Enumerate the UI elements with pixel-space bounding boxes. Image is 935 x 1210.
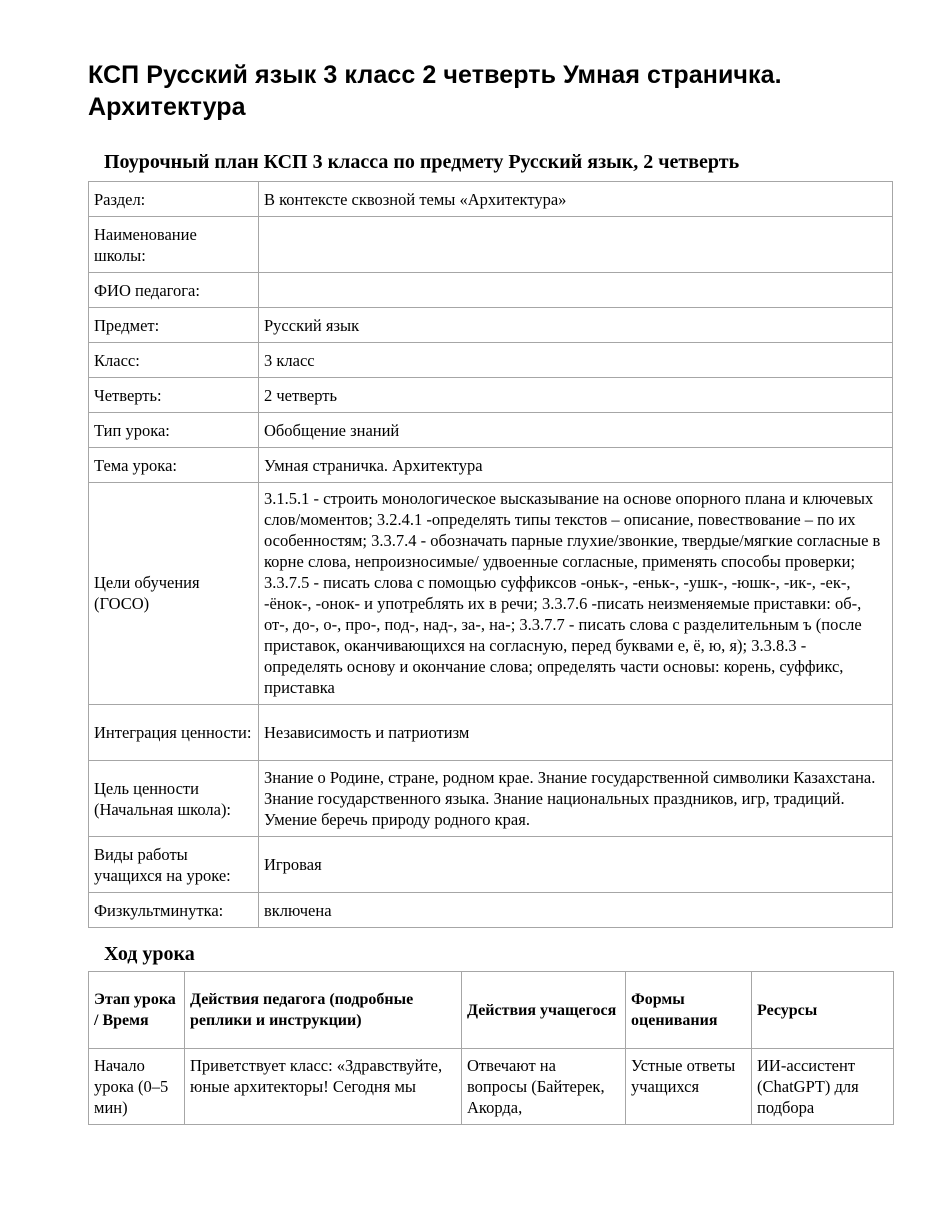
table-row [89,837,893,893]
row-value: включена [259,893,893,928]
row-label: Тип урока: [89,413,259,448]
table-row [89,413,893,448]
row-value: Русский язык [259,308,893,343]
row-label: Класс: [89,343,259,378]
row-label: Наименование школы: [89,217,259,273]
table-row [89,273,893,308]
cell-student: Отвечают на вопросы (Байтерек, Акорда, [462,1049,626,1125]
cell-teacher: Приветствует класс: «Здравствуйте, юные архитекторы! Сегодня мы [185,1049,462,1125]
table-row [89,343,893,378]
table-header-row [89,972,894,1049]
row-value: 3 класс [259,343,893,378]
row-value: Независимость и патриотизм [259,705,893,761]
table-row [89,448,893,483]
row-value: В контексте сквозной темы «Архитектура» [259,182,893,217]
table-row [89,761,893,837]
plan-heading: Поурочный план КСП 3 класса по предмету Русский язык, 2 четверть [104,151,740,173]
row-label: Раздел: [89,182,259,217]
cell-assessment: Устные ответы учащихся [626,1049,752,1125]
table-row [89,217,893,273]
table-row [89,182,893,217]
row-label: Интеграция ценности: [89,705,259,761]
row-value: Игровая [259,837,893,893]
table-row [89,893,893,928]
table-row [89,705,893,761]
cell-stage: Начало урока (0–5 мин) [89,1049,185,1125]
row-label: Физкультминутка: [89,893,259,928]
cell-resources: ИИ-ассистент (ChatGPT) для подбора [752,1049,894,1125]
lesson-flow-table [88,971,894,1125]
document-page [88,0,893,1125]
column-header-assessment: Формы оценивания [626,972,752,1049]
row-label: Виды работы учащихся на уроке: [89,837,259,893]
column-header-stage: Этап урока / Время [89,972,185,1049]
row-value: Обобщение знаний [259,413,893,448]
document-title: КСП Русский язык 3 класс 2 четверть Умная страничка. Архитектура [88,61,782,121]
column-header-student: Действия учащегося [462,972,626,1049]
column-header-resources: Ресурсы [752,972,894,1049]
table-row [89,308,893,343]
row-value: Знание о Родине, стране, родном крае. Знание государственной символики Казахстана. Знание государственного языка. Знание национальных праздников, игр, традиций. Умение беречь природу родного края. [259,761,893,837]
table-row [89,483,893,705]
row-label: Четверть: [89,378,259,413]
row-value [259,273,893,308]
table-row [89,378,893,413]
row-value: 2 четверть [259,378,893,413]
lesson-heading: Ход урока [104,943,195,965]
row-label: Тема урока: [89,448,259,483]
row-label: ФИО педагога: [89,273,259,308]
row-value: Умная страничка. Архитектура [259,448,893,483]
row-label: Цели обучения (ГОСО) [89,483,259,705]
table-row [89,1049,894,1125]
plan-info-table [88,181,893,928]
column-header-teacher: Действия педагога (подробные реплики и инструкции) [185,972,462,1049]
row-value [259,217,893,273]
row-label: Цель ценности (Начальная школа): [89,761,259,837]
row-value: 3.1.5.1 - строить монологическое высказывание на основе опорного плана и ключевых слов/моментов; 3.2.4.1 -определять типы текстов – описание, повествование – по их особенностям; 3.3.7.4 - обозначать парные глухие/звонкие, твердые/мягкие согласные в корне слова, непроизносимые/ удвоенные согласные, применять способы проверки; 3.3.7.5 - писать слова с помощью суффиксов -оньк-, -еньк-, -ушк-, -юшк-, -ик-, -ек-, -ёнок-, -онок- и употреблять их в речи; 3.3.7.6 -писать неизменяемые приставки: об-, от-, до-, о-, про-, под-, над-, за-, на-; 3.3.7.7 - писать слова с разделительным ъ (после приставок, оканчивающихся на согласную, перед буквами е, ё, ю, я); 3.3.8.3 - определять основу и окончание слова; определять части основы: корень, суффикс, приставка [259,483,893,705]
row-label: Предмет: [89,308,259,343]
